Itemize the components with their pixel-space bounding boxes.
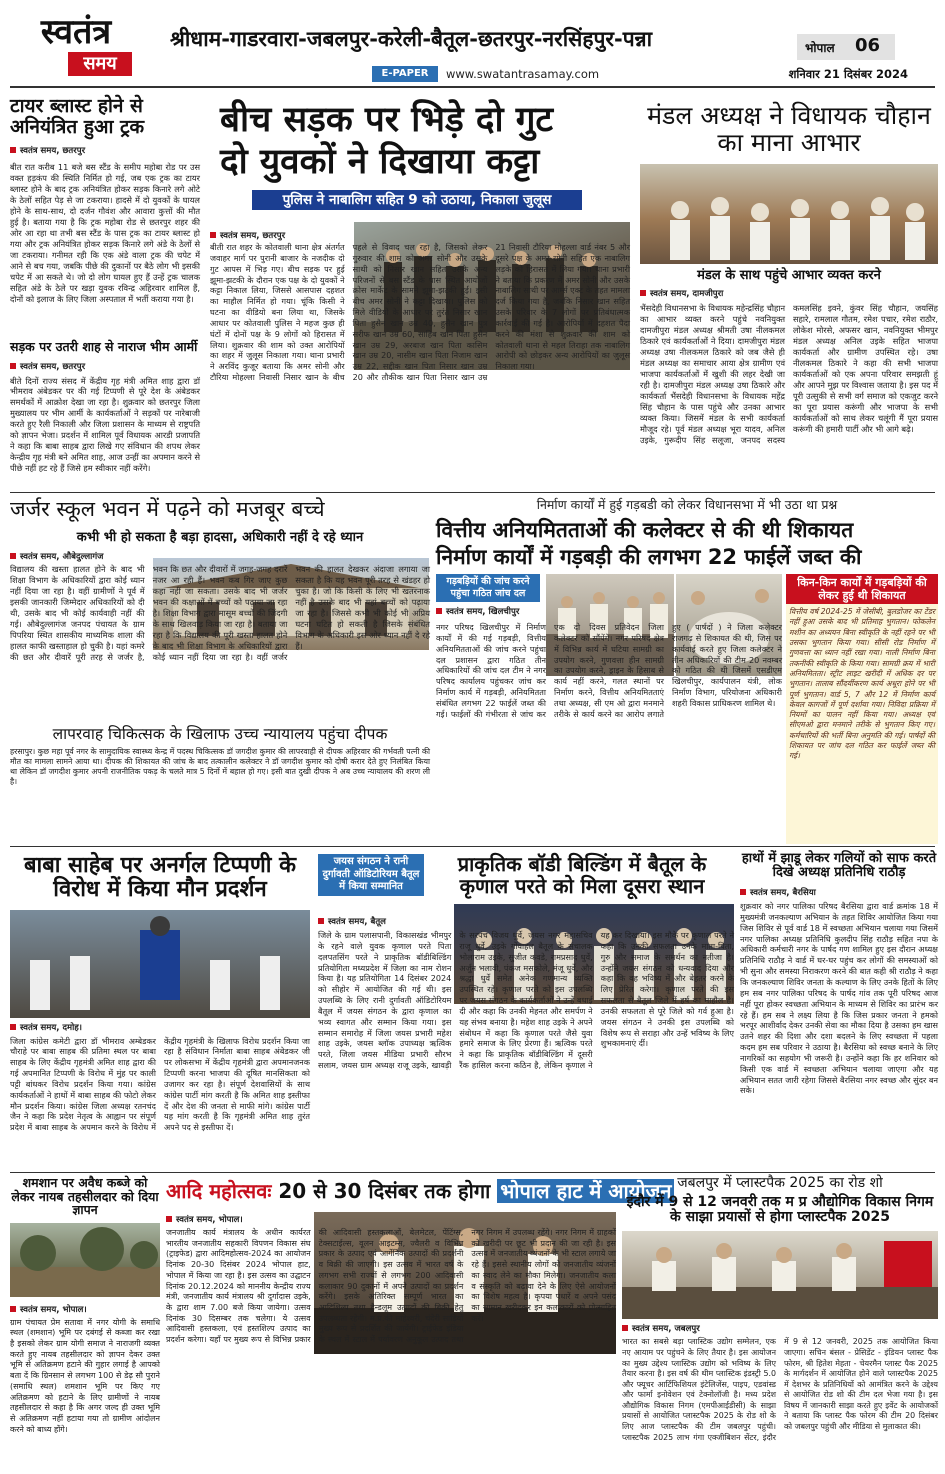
protest-statue-image xyxy=(10,910,310,1018)
row1-divider xyxy=(10,492,935,493)
deepak-body: हरसापुर। कुछ महा पूर्व नगर के सामुदायिक स्वास्थ्य केन्द्र में पदस्थ चिकित्सक डॉ जगदीश कुमार की लापरवाही से दीपक अहिरवार की गर्भवती पत्नी की मौत का मामला सामने आया था। दीपक की शिकायत की जांच के बाद तत्कालीन कलेक्टर ने डॉ जगदीश कुमार को दोषी करार देते हुए निलंबित किया था लेकिन डॉ जगदीश कुमार अपनी राजनीतिक पकड़ के चलते मात्र 5 दिनों में बहाल हो गए। इसी बात दुखी दीपक ने अब उच्च न्यायालय की शरण ली है। xyxy=(10,746,430,787)
school-headline: जर्जर स्कूल भवन में पढ़ने को मजबूर बच्चे xyxy=(10,497,325,521)
logo-bottom: समय xyxy=(68,52,132,76)
rani-story xyxy=(314,850,734,1170)
adi-headline-red: आदि महोत्सवः xyxy=(166,1179,272,1203)
tyre-byline: स्वतंत्र समय, छतरपुर xyxy=(10,145,200,156)
rani-byline: स्वतंत्र समय, बैतूल xyxy=(318,916,438,927)
rani-headline: प्राकृतिक बॉडी बिल्डिंग में बैतूल के कृणाल परते को मिला दूसरा स्थान xyxy=(457,852,707,898)
audit-headline-2: निर्माण कार्यों में गड़बड़ी की लगभग 22 फाईलें जब्त की xyxy=(436,544,862,569)
shah-byline: स्वतंत्र समय, छतरपुर xyxy=(10,362,85,372)
baba-body: जिला कांग्रेस कमेटी द्वारा डॉ भीमराव अम्बेडकर चौराहे पर बाबा साहब की प्रतिमा स्थल पर बाबा साहब के लिए केंद्रीय गृहमंत्री अमित शाह द्वारा की गई अपमानित टिप्पणी के विरोध में मुंह पर काली पट्टी बांधकर विरोध प्रदर्शन किया गया। कांग्रेस कार्यकर्ताओं ने हाथों में बाबा साहब की फोटो लेकर मौन प्रदर्शन किया। कांग्रेस जिला अध्यक्ष रतनचंद जैन ने कहा कि प्रदेश नेतृत्व के आह्वान पर संपूर्ण प्रदेश में बाबा साहब के अपमान करने के विरोध में केंद्रीय गृहमंत्री के खिलाफ विरोध प्रदर्शन किया जा रहा है संविधान निर्माता बाबा साहब अंबेडकर जी पर लोकसभा में केंद्रीय गृहमंत्री द्वारा अपमानजनक टिप्पणी करना भाजपा की दूषित मानसिकता को उजागर कर रहा है। संपूर्ण देशवासियों के साथ कांग्रेस पार्टी मांग करती है कि अमित शाह इस्तीफा दें और देश की जनता से माफी मांगे। कांग्रेस पार्टी यह मांग करती है कि गृहमंत्री अमित शाह तुरंत अपने पद से इस्तीफा दें। xyxy=(10,1035,310,1133)
gang-story xyxy=(206,96,632,488)
audit-box-body: वित्तीय वर्ष 2024-25 में जेसीबी, बुलडोजर का टेंडर नहीं हुआ उसके बाद भी प्रतिमाह भुगतान। फोकलेन मशीन का अध्ययन बिना स्वीकृति के नहीं रहने पर भी उसका भुगतान किया गया। सीसी रोड निर्माण में गुणवत्ता का ध्यान नहीं रखा गया। नाली निर्माण बिना तकनीकी स्वीकृति के किया गया। सामग्री क्रय में भारी अनियमितता। स्ट्रीट लाइट खरीदी में अधिक दर पर भुगतान। तालाब सौंदर्यीकरण कार्य अधूरा होने पर भी पूर्ण भुगतान। वार्ड 5, 7 और 12 में निर्माण कार्य केवल कागजों में पूर्ण दर्शाया गया। निविदा प्रक्रिया में नियमों का पालन नहीं किया गया। अध्यक्ष एवं सीएमओ द्वारा मनमाने तरीके से भुगतान किए गए। कर्मचारियों की भर्ती बिना अनुमति की गई। पार्षदों की शिकायत पर जांच दल गठित कर फाईलें जब्त की गई। xyxy=(789,607,935,761)
tyre-headline: टायर ब्लास्ट होने से अनियंत्रित हुआ ट्रक xyxy=(10,95,145,138)
shamshan-byline: स्वतंत्र समय, भोपाल। xyxy=(10,1305,87,1315)
mandal-caption: मंडल के साथ पहुंचे आभार व्यक्त करने xyxy=(697,268,881,283)
press-conference-image xyxy=(622,1231,938,1319)
plast-photo xyxy=(622,1231,938,1319)
rathore-headline: हाथों में झाडू लेकर गलियों को साफ करते दिखे अध्यक्ष प्रतिनिधि राठौड़ xyxy=(741,851,937,881)
adi-headline-black: 20 से 30 दिसंबर तक होगा xyxy=(278,1179,491,1203)
baba-photo xyxy=(10,910,310,1018)
school-subhead: कभी भी हो सकता है बड़ा हादसा, अधिकारी नहीं दे रहे ध्यान xyxy=(76,529,364,545)
edition-box xyxy=(797,34,895,60)
shamshan-story xyxy=(10,1176,160,1462)
mandal-body: भैंसदेही विधानसभा के विधायक महेन्द्रसिंह चौहान का आभार व्यक्त करने पहुंचे नवनियुक्त दामजीपुरा मंडल अध्यक्ष श्रीमती उषा नीलकमल ठिकारे एवं कार्यकर्ताओं ने दिया। दामजीपुरा मंडल अध्यक्ष उषा नीलकमल ठिकारे को जब जैसे ही मंडल अध्यक्ष का समाचार आया क्षेत्र ग्रामीण एवं भाजपा कार्यकर्ताओं में खुशी की लहर देखी जा रही है। दामजीपुरा मंडल अध्यक्ष उषा ठिकारे और कार्यकर्ता भैंसदेही विधानसभा के विधायक महेंद्र सिंह चौहान के पास पहुंचे और उनका आभार व्यक्त किया। जिसमें मंडल के सभी कार्यकर्ता मौजूद रहे। पूर्व मंडल अध्यक्ष भूरा यादव, अनिल उइके, गुरूदीप सिंह सलूजा, जनपद सदस्य कमलसिंह इवने, कुंवर सिंह चौहान, जयसिंह सहारे, रामलाल गौतम, रमेश पचार, रमेश राठौर, लोकेश मोरसे, अफसर खान, नवनियुक्त भीमपुर मंडल अध्यक्ष अनिल उइके सहित भाजपा कार्यकर्ता और ग्रामीण उपस्थित रहे। उषा नीलकमल ठिकारे ने कहा की सभी भाजपा कार्यकर्ताओं को एक अपना परिवार समझती हूं और आपने मुझ पर विश्वास जताया है। इस पद में पूरी उत्सुकी से सभी वर्ग समाज को एकजुट करने का पूरा प्रयास करूंगी और भाजपा के सभी कार्यकर्ताओं को साथ लेकर चलूंगी मैं पूरा प्रयास करूंगी की हमारी पार्टी और भी आगे बढ़े। xyxy=(640,303,938,445)
rani-body: जिले के ग्राम पलासपानी, विकासखंड भीमपुर के रहने वाले युवक कृणाल परते पिता दलपतसिंग परते ने प्राकृतिक बॉडीबिल्डिंग प्रतियोगिता मध्यप्रदेश में जिला का नाम रोशन किया है। यह प्रतियोगिता 14 दिसंबर 2024 को सीहोर में आयोजित की गई थी। इस उपलब्धि के लिए रानी दुर्गावती ऑडिटोरियम बैतूल में जयस संगठन के द्वारा कृणाल का भव्य स्वागत और सम्मान किया गया। इस सम्मान समारोह में जिला जयस प्रभारी महेश शाह उइके, जयस ब्लॉक उपाध्यक्ष ऋत्विक परते, जिला जयस मीडिया प्रभारी सौरभ सलाम, जयस ग्राम अध्यक्ष राजू उइके, खावड़ी के सरपंच विजय धुर्वे, जयस नगर महासचिव राजू धुर्वे, उइके गोंवाहल बैतूल के संचालक भोलाराम उइके, सुजीत कवडे, रामप्रसाद धुर्वे, अर्जुन भलावी, पंकज मसकोले, मंजू धुर्वे, और श्रद्धा धुर्वे समेत अनेक गणमान्य व्यक्ति उपस्थित रहे। कृणाल परते को इस उपलब्धि पर जयस संगठन के कार्यकर्ताओं ने उन्हें बधाई दी और कहा कि उनकी मेहनत और समर्पण ने यह संभव बनाया है। महेश शाह उइके ने अपने संबोधन में कहा कि कृणाल परते जैसे युवा हमारे समाज के लिए प्रेरणा हैं। ऋत्विक परते ने कहा कि प्राकृतिक बॉडीबिल्डिंग में दूसरी रैंक हासिल करना कठिन है, लेकिन कृणाल ने यह कर दिखाया। इस मौके पर कृणाल परते ने कहा कि उनकी सफलता उनके माता-पिता, गुरु और समाज के समर्थन का नतीजा है। उन्होंने जयस संगठन को धन्यवाद दिया और कहा कि वह भविष्य में और बेहतर करने के लिए प्रेरित करेगा। कृणाल परते की इस सफलता से बैतूल जिले में हर्ष का माहौल है। उनकी सफलता से पूरे जिले को गर्व हुआ है। जयस संगठन ने उनकी इस उपलब्धि को विशेष रूप से सराहा और उन्हें भविष्य के लिए शुभकामनाएं दीं। xyxy=(318,930,734,1071)
tyre-body: बीत रात करीब 11 बजे बस स्टैंड के समीप महोबा रोड पर उस वक्त हड़कंप की स्थिति निर्मित हो गई, जब एक ट्रक का टायर ब्लास्ट होने के बाद ट्रक अनियंत्रित होकर सड़क किनारे लगे ओटे के ठेलों सहित पेड़ से जा टकराया। हादसे में दो युवकों के घायल होने के साथ-साथ, दो दर्जन गौवंश और आवारा कुत्तों की मौत हुई है। बताया गया है कि ट्रक महोबा रोड से छतरपुर शहर की ओर आ रहा था तभी बस स्टैंड के पास ट्रक का टायर ब्लास्ट हो गया और ट्रक अनियंत्रित होकर सड़क किनारे लगे अंडे के ठेलों से जा टकराया। गनीमत रही कि एक अंडे वाला ट्रक की चपेट में आने से बच गया, जबकि पीछे की दुकानों पर बैठे लोग भी इसकी चपेट में आ सकते थे। जो दो लोग घायल हुए हैं उन्हें ट्रक चालक सहित अंडे के ठेले पर खड़ा युवक रविन्द्र अहिरवार शामिल हैं, दोनों को इलाज के लिए जिला अस्पताल में भर्ती कराया गया है। xyxy=(10,162,200,304)
plast-story xyxy=(622,1176,938,1462)
school-body: विद्यालय की खस्ता हालत होने के बाद भी शिक्षा विभाग के अधिकारियों द्वारा कोई ध्यान नहीं दिया जा रहा है। वहीं ग्रामीणों ने पूर्व में इसकी जानकारी जिम्मेदार अधिकारियों को दी थी, उसके बाद भी कोई कार्यवाही नहीं की गई। औबेदुल्लागंज जनपद पंचायत के ग्राम पिपरिया स्थित शासकीय माध्यमिक शाला की हालत काफी खस्ताहाल हो चुकी है। यहां कमरे की छत और दीवारें पूरी तरह से जर्जर है, भवन कि छत और दीवारों में जगह-जगह दरारें नजर आ रही हैं। भवन कब गिर जाए कुछ कहा नहीं जा सकता। उसके बाद भी जर्जर भवन की कक्षाओं में बच्चों को पढ़ाया जा रहा है। शिक्षा विभाग द्वारा मासूम बच्चों की जिंदगी के साथ खिलवाड़ किया जा रहा है। बताया जा रहा है कि विद्यालय की पूरी खस्ता हालत होने के बाद भी शिक्षा विभाग के अधिकारियों द्वारा कोई ध्यान नहीं दिया जा रहा है। वहीं जर्जर भवन की हालत देखकर अंदाजा लगाया जा सकता है कि यह भवन पूरी तरह से खंडहर हो चुका है। जो कि किसी के लिए भी खतरनाक नहीं है उसके बाद भी यहां बच्चों को पढ़ाया जा रहा है। जिससे कभी भी कोई भी अप्रिय घटना घटित हो सकती है जिसके संबंधित विभाग के अधिकारी इस ओर ध्यान नहीं दे रहे हैं। xyxy=(10,564,430,662)
adi-body: जनजातीय कार्य मंत्रालय के अधीन कार्यरत भारतीय जनजातीय सहकारी विपणन विकास संघ (ट्राइफेड) द्वारा आदिमहोत्सव-2024 का आयोजन दिनांक 20-30 दिसंबर 2024 भोपाल हाट, भोपाल में किया जा रहा है। इस उत्सव का उद्घाटन दिनांक 20.12.2024 को माननीय केन्द्रीय राज्य मंत्री, जनजातीय कार्य मंत्रालय श्री दुर्गादास उइके, के द्वारा शाम 7.00 बजे किया जायेगा। उत्सव दिनांक 30 दिसम्बर तक चलेगा। ये उत्सव आदिवासी हस्तकला, एवं हस्तशिल्प उत्पाद का प्रदर्शन करेगा। यहाँ पर मुख्य रूप से विभिन्न प्रकार की आदिवासी हस्तकलाओं, बेलमेटल, पेंटिंग्स, टेक्सटाईल्स, वूलन आइटम्स, ज्वैलरी व विभिन्न प्रकार के उत्पाद एवं आर्गेनिक उत्पादों की प्रदर्शनी व बिक्री की जाएगी। इस उत्सव में भारत वर्ष के लगभग सभी राज्यों से लगभग 200 आदिवासी कलाकार 90 दुकानों में अपने उत्पादों का प्रदर्शन करेंगे। इसके अतिरिक्त सम्पूर्ण भारत का आदिशिल्प तथा हैन्डलूम उत्पादों की बिक्री हेतु उपलब्धता रहेगी। म.प्र.की माहेश्वरी, चंदेरी साड़ियों मुख्य रूप से प्रदर्शित की जायेंगी। ट्राईफेड इंडिया के स्थल में स्टाल में पर्यावरण अनुकूल उत्पाद तथा नगर निगम में उपलब्ध रहेंगे। नगर निगम में ग्राहकों को खरीदी पर छूट भी प्रदान की जा रही है। इस उत्सव में जनजातीय व्यंजनों के भी स्टाल लगाये जा रहे हैं। इससे स्थानीय लोगों को जनजातीय व्यंजनों का स्वाद लेने का मौका मिलेगा। जनजातीय कला व संस्कृति को बढ़ावा देने के लिए ऐसे आयोजनों का विशेष महत्व है। कृपया पधारें व अपने पसंद का सामान खरीदकर इन कलाकारों को प्रोत्साहित करें। xyxy=(166,1228,616,1345)
plast-body: भारत का सबसे बड़ा प्लास्टिक उद्योग सम्मेलन, एक नए आयाम पर पहुंचने के लिए तैयार है। इस आयोजन का मुख्य उद्देश्य प्लास्टिक उद्योग को भविष्य के लिए तैयार करना है। इस वर्ष की थीम प्लास्टिक इंडस्ट्री 5.0 और फ्यूचर आर्टिफिशियल इंटेलिजेंस, पाइप, एडवांस्ड और फार्मा इनोवेशन एवं टेक्नोलॉजी है। मध्य प्रदेश औद्योगिक विकास निगम (एमपीआईडीसी) के साझा प्रयासों से आयोजित प्लास्टपैक 2025 के रोड शो के लिए आज प्लास्टपैक की टीम जबलपुर पहुंची। प्लास्टपैक 2025 लाभ गंगा एक्जीबिशन सेंटर, इंदौर में 9 से 12 जनवरी, 2025 तक आयोजित किया जाएगा। सचिन बंसल - प्रेसिडेंट - इंडियन प्लास्ट पैक फोरम, श्री हितेश मेहता - चेयरमैन प्लास्ट पैक 2025 के मार्गदर्शन में आयोजित होने वाले प्लास्टपैक 2025 में देशभर के प्रतिनिधियों को आमंत्रित करने के उद्देश्य से आयोजित रोड शो की टीम दल भेजा गया है। इस विषय में जानकारी साझा करते हुए इवेंट के आयोजकों ने बताया कि प्लास्ट पैक फोरम की टीम 20 दिसंबर को जबलपुर पहुंची और मीडिया से मुलाकात की। xyxy=(622,1337,938,1442)
audit-kicker: निर्माण कार्यों में हुई गड़बडी को लेकर विधानसभा में भी उठा था प्रश्न xyxy=(536,497,838,512)
gang-body: बीती रात शहर के कोतवाली थाना क्षेत्र अंतर्गत जवाहर मार्ग पर पुरानी बाजार के नजदीक दो गुट आपस में भिड़ गए। बीच सड़क पर हुई झूमा-झटकी के दौरान एक पक्ष के दो युवकों ने कट्टा निकाल लिया, जिससे आसपास दहशत का माहौल निर्मित हो गया। चूंकि किसी ने घटना का वीडियो बना लिया था, जिसके आधार पर कोतवाली पुलिस ने महज कुछ ही घंटों में दोनों पक्ष के 9 लोगों को हिरासत में लिया। शुक्रवार की शाम को उक्त आरोपियों का शहर में जुलूस निकाला गया। थाना प्रभारी ने अरविंद कुजूर बताया कि अमर सोनी और टौरिया मोहल्ला निवासी निसार खान के बीच पहले से विवाद चल रहा है, जिसको लेकर गुरुवार की शाम को अमर सोनी और उसके साथी को निसार खान सहित उसके अन्य परिजनों से बस स्टैंड के पास स्थित आयोजों क्रोस मार्केट के सामने झूमा-झटकी हुई। इसी बीच अमर सोनी ने कट्टा दिखाया। पुलिस को मिले वीडियो के आधार पर तुरंत निसार खान पिता हुसैन खान उम्र 40, हुसैन खान पुत्र सरीफ खान उम्र 60, साहिब खान पिता हुसैन खान उम्र 29, अरबाज खान पिता कासिम खान उम्र 20, नासीम खान पिता निजाम खान उम्र 22, सद्दीक खान पिता निसार खान उम्र 20 और तौकीक खान पिता निसार खान उम्र 21 निवासी टौरिया मोहल्ला वार्ड नंबर 5 और दूसरे पक्ष के अमर सोनी सहित एक नाबालिग लड़के को हिरासत में लिया गया। थाना प्रभारी ने बताया कि प्रकरण में अमर सोनी और उसके नाबालिग साथी पर आर्म्स एक्ट के तहत मामला दर्ज किया गया है, जबकि निसार खान सहित उसके परिवार के 7 लोगों पर प्रतिबंधात्मक कार्रवाई की गई है। आरोपियों में दहशत पैदा करने की मंशा से शुक्रवार की शाम को कोतवाली थाना से महल तिराहा तक नाबालिग आरोपी को छोड़कर अन्य आरोपियों का जुलूस निकाला गया। xyxy=(210,242,630,383)
epaper-label: E-PAPER xyxy=(372,66,438,82)
audit-body: नगर परिषद खिलचीपुर में निर्माण कार्यों में की गई गड़बड़ी, वित्तीय अनियमितताओं की जांच करने पहुंचा दल प्रशासन द्वारा गठित तीन अधिकारियों की जांच दल टीम ने नगर परिषद कार्यालय पहुंचकर जांच कर निर्माण कार्य में गड़बड़ी, अनियमितता संबंधित लगभग 22 फाईलें जब्त की गई। फाईलों की गंभीरता से जांच कर एक दो दिवस प्रतिवेदन जिला कलेक्टर को सौंपेंगे। नगर परिषद क्षेत्र में विभिन्न कार्य में घटिया सामग्री का उपयोग करने, गुणवत्ता हीन सामग्री का उपयोग करने, ड्राइन के हिसाब से कार्य नहीं करने, गलत स्थानों पर निर्माण करने, वित्तीय अनियमितताएं तथा अध्यक्ष, सी एम ओ द्वारा मनमाने तरीके से कार्य करने का आरोप लगाते हुए ( पार्षदों ) ने जिला कलेक्टर राजगढ़ से शिकायत की थी, जिस पर कार्यवाई करते हुए जिला कलेक्टर ने तीन अधिकारियों की टीम 20 नवम्बर को गठित की थी जिसमें एसडीएम खिलचीपुर, कार्यपालन यंत्री, लोक निर्माण विभाग, परियोजना अधिकारी शहरी विकास प्राधिकरण शामिल थे। xyxy=(436,622,782,719)
logo-top: स्वतंत्र xyxy=(40,12,112,52)
audit-headline-1: वित्तीय अनियमितताओं की कलेक्टर से की थी शिकायत xyxy=(436,518,854,542)
mandal-headline: मंडल अध्यक्ष ने विधायक चौहान का माना आभार xyxy=(647,101,931,157)
audit-tag: गड़बड़ियों की जांच करने पहुंचा गठित जांच दल xyxy=(436,574,540,602)
baba-story xyxy=(10,850,310,1170)
gang-headline-1: बीच सड़क पर भिड़े दो गुट xyxy=(220,100,554,140)
masthead-divider xyxy=(10,86,935,88)
rani-tag: जयस संगठन ने रानी दुर्गावती ऑडिटोरियम बैतूल में किया सम्मानित xyxy=(318,854,424,896)
gang-byline: स्वतंत्र समय, छतरपुर xyxy=(210,230,352,241)
adi-headline xyxy=(166,1176,672,1206)
page-number: 06 xyxy=(855,35,881,56)
rathore-byline: स्वतंत्र समय, बैरसिया xyxy=(740,888,816,898)
shah-story xyxy=(10,340,200,490)
row3-divider xyxy=(10,1172,935,1173)
deepak-story xyxy=(10,726,430,796)
edition: भोपाल xyxy=(805,41,835,55)
adi-byline: स्वतंत्र समय, भोपाल। xyxy=(166,1214,316,1225)
gang-headline-2: दो युवकों ने दिखाया कट्टा xyxy=(220,141,540,182)
plast-headline-2: इंदौर में 9 से 12 जनवरी तक म प्र औद्योगिक विकास निगम के साझा प्रयासों से होगा प्लास्टपैक 2025 xyxy=(626,1194,934,1226)
masthead xyxy=(0,0,945,92)
tyre-story xyxy=(10,96,200,336)
audit-box xyxy=(786,604,938,844)
baba-byline: स्वतंत्र समय, दमोह। xyxy=(10,1022,310,1033)
audit-byline: स्वतंत्र समय, खिलचीपुर xyxy=(436,606,606,617)
shamshan-headline: शमशान पर अवैध कब्जे को लेकर नायब तहसीलदार को दिया ज्ञापन xyxy=(11,1175,159,1217)
mandal-photo xyxy=(640,164,938,264)
cremation-ground-image xyxy=(10,1223,160,1297)
row2-divider xyxy=(10,846,935,847)
meeting-group-image xyxy=(640,164,938,264)
gang-subhead: पुलिस ने नाबालिग सहित 9 को उठाया, निकाला जुलूस xyxy=(252,190,582,211)
school-story xyxy=(10,494,430,724)
rathore-story xyxy=(740,850,938,1170)
rathore-body: शुक्रवार को नगर पालिका परिषद बैरसिया द्वारा वार्ड क्रमांक 18 में मुख्यमंत्री जनकल्याण अभियान के तहत शिविर आयोजित किया गया जिस शिविर से पूर्व वार्ड 18 में स्वच्छता अभियान चलाया गया जिसमें नगर पालिका अध्यक्ष प्रतिनिधि कुलदीप सिंह राठौड़ सहित नपा के अधिकारी कर्मचारी नगर के पार्षद गण शामिल हुए इस दौरान अध्यक्ष प्रतिनिधि राठौड़ ने वार्ड में घर-घर पहुंच कर लोगों की समस्याओं को भी सुना और समस्या निराकरण करने की बात कही श्री राठौड़ ने कहा कि जनकल्याण शिविर जनता के कल्याण के लिए उनके हितों के लिए हम सब नगर पालिका परिषद के पार्षद गांव तक पूरी परिषद आज नहीं पूरा होकर स्वच्छता अभियान के माध्यम से शिविर का प्रारंभ कर रहे हैं। हम सब ने लक्ष्य लिया है कि जिस प्रकार जनता ने हमको भरपूर आशीर्वाद देकर उनकी सेवा का मौका दिया है उसका हम खास उतने शहर की दिशा और दशा बदलने के लिए स्वच्छता में पहला कदम हम सब परिवार ने उठाया है। बैरसिया को स्वच्छ बनाने के लिए नागरिकों का सहयोग भी जरूरी है। उन्होंने कहा कि हर शनिवार को किसी एक वार्ड में स्वच्छता अभियान चलाया जाएगा और यह अभियान सतत जारी रहेगा जिससे बैरसिया नगर स्वच्छ और सुंदर बन सके। xyxy=(740,901,938,1096)
gang-byline-col xyxy=(210,230,352,241)
logo xyxy=(16,12,136,88)
shamshan-body: ग्राम पंचायत प्रेम सतावा में नगर योगी के समाधि स्थल (शमशान) भूमि पर दबंगई से कब्जा कर रखा है इसको लेकर ग्राम योगी समाज ने नाराजगी व्यक्त करते हुए नायब तहसीलदार को ज्ञापन देकर उक्त भूमि से अतिक्रमण हटाने की गुहार लगाई है आपको बता दें कि ग्रिनसान से लगभग 100 से डेढ़ सौ पुराने (समाधि स्थल) शमशान भूमि पर किए गए अतिक्रमण को हटाने के लिए ग्रामीणों ने नायब तहसीलदार से कहा है कि अगर जल्द ही उक्त भूमि से अतिक्रमण नहीं हटाया गया तो ग्रामीण आंदोलन करने को बाध्य होंगे। xyxy=(10,1317,160,1434)
adi-headline-blue: भोपाल हाट में आयोजन xyxy=(497,1179,674,1203)
cities-strip: श्रीधाम-गाडरवारा-जबलपुर-करेली-बैतूल-छतरपुर-नरसिंहपुर-पन्ना xyxy=(170,27,653,51)
audit-box-title: किन-किन कार्यों में गड़बड़ियों की लेकर हुई थी शिकायत xyxy=(786,574,938,604)
baba-headline: बाबा साहेब पर अनर्गल टिप्पणी के विरोध में किया मौन प्रदर्शन xyxy=(23,853,296,902)
shah-body: बीते दिनों राज्य संसद में केंद्रीय गृह मंत्री अमित शाह द्वारा डॉ भीमराव अंबेडकर पर की गई टिप्पणी से पूरे देश के अंबेडकर समर्थकों में आक्रोश देखा जा रहा है। शुक्रवार को छतरपुर जिला मुख्यालय पर भीम आर्मी के कार्यकर्ताओं ने सड़कों पर नारेबाजी करते हुए रैली निकाली और जिला प्रशासन के माध्यम से राष्ट्रपति को ज्ञापन भेजा। प्रदर्शन में शामिल पूर्व विधायक आरडी प्रजापति ने कहा कि बाबा साहब द्वारा लिखे गए संविधान की शपथ लेकर केन्द्रीय गृह मंत्री बने अमित शाह, आज उन्हीं का अपमान करने से पीछे नहीं हट रहे हैं जिसे हम स्वीकार नहीं करेंगे। xyxy=(10,375,200,474)
plast-byline: स्वतंत्र समय, जबलपुर xyxy=(622,1323,938,1334)
school-byline: स्वतंत्र समय, औबेदुल्लागंज xyxy=(10,551,430,562)
plast-headline-1: जबलपुर में प्लास्टपैक 2025 का रोड शो xyxy=(677,1175,883,1191)
shamshan-photo xyxy=(10,1223,160,1297)
website-link[interactable]: www.swatantrasamay.com xyxy=(446,67,600,81)
mandal-byline: स्वतंत्र समय, दामजीपुरा xyxy=(640,288,938,299)
audit-story xyxy=(436,494,938,844)
issue-date: शनिवार 21 दिसंबर 2024 xyxy=(788,67,908,81)
shah-headline: सड़क पर उतरी शाह से नाराज भीम आर्मी xyxy=(10,339,198,354)
mandal-story xyxy=(640,96,938,490)
deepak-headline: लापरवाह चिकित्सक के खिलाफ उच्च न्यायालय पहुंचा दीपक xyxy=(52,725,388,743)
